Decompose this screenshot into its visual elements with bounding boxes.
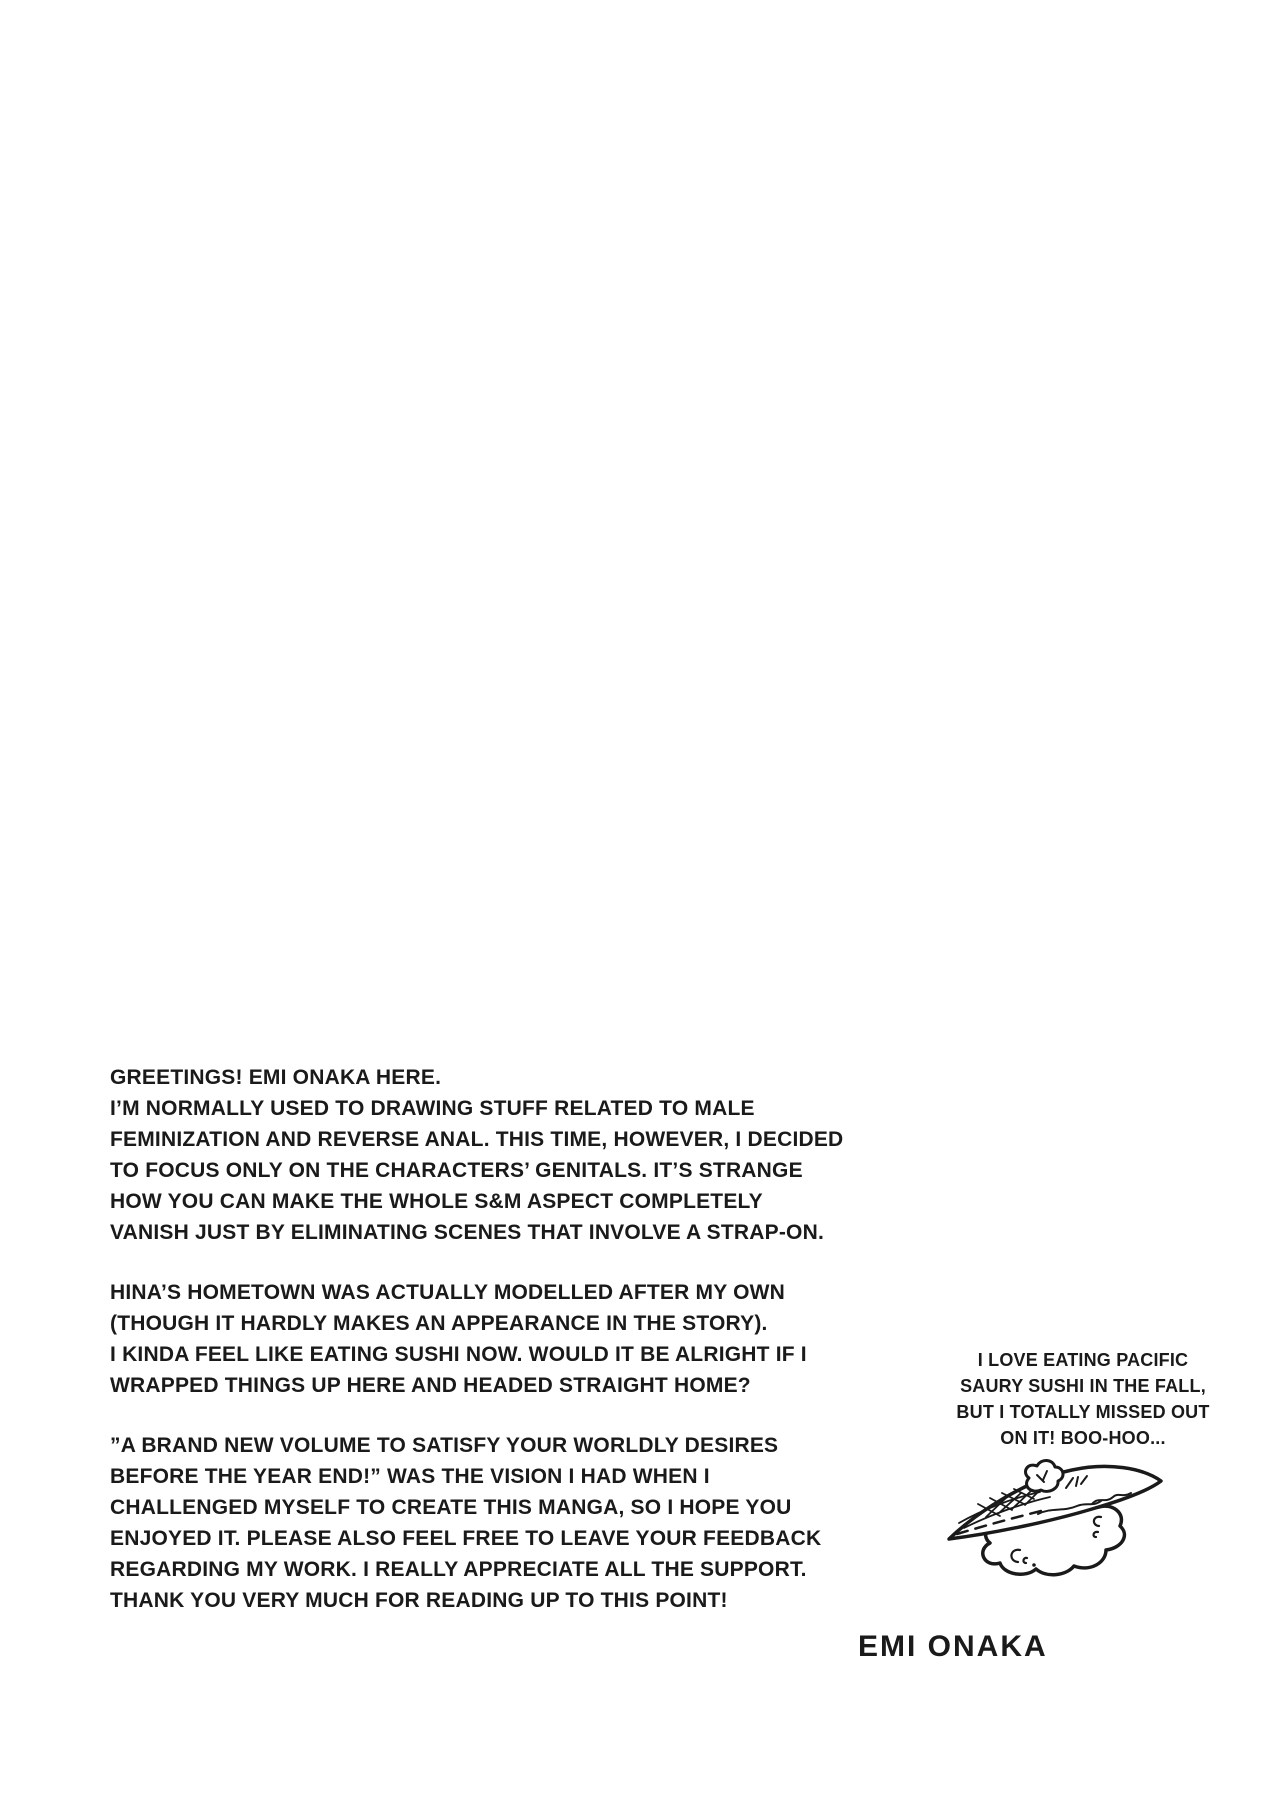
afterword-line: CHALLENGED MYSELF TO CREATE THIS MANGA, SO I HOPE YOU xyxy=(110,1496,792,1519)
afterword-line: I’M NORMALLY USED TO DRAWING STUFF RELATED TO MALE xyxy=(110,1097,755,1120)
afterword-line: HINA’S HOMETOWN WAS ACTUALLY MODELLED AFTER MY OWN xyxy=(110,1281,786,1304)
afterword-paragraph-thanks xyxy=(110,1430,900,1616)
afterword-paragraph-intro xyxy=(110,1062,900,1248)
side-note-line: ON IT! BOO-HOO... xyxy=(1000,1428,1166,1448)
afterword-line: REGARDING MY WORK. I REALLY APPRECIATE ALL THE SUPPORT. xyxy=(110,1558,807,1581)
afterword-text-block xyxy=(110,1062,900,1645)
afterword-line: WRAPPED THINGS UP HERE AND HEADED STRAIGHT HOME? xyxy=(110,1374,751,1397)
afterword-line: TO FOCUS ONLY ON THE CHARACTERS’ GENITALS. IT’S STRANGE xyxy=(110,1159,803,1182)
afterword-line: THANK YOU VERY MUCH FOR READING UP TO THIS POINT! xyxy=(110,1589,728,1612)
afterword-line: ”A BRAND NEW VOLUME TO SATISFY YOUR WORLDLY DESIRES xyxy=(110,1434,779,1457)
afterword-line: HOW YOU CAN MAKE THE WHOLE S&M ASPECT COMPLETELY xyxy=(110,1190,763,1213)
side-note-line: BUT I TOTALLY MISSED OUT xyxy=(956,1402,1210,1422)
afterword-line: GREETINGS! EMI ONAKA HERE. xyxy=(110,1066,442,1089)
afterword-line: BEFORE THE YEAR END!” WAS THE VISION I HAD WHEN I xyxy=(110,1465,710,1488)
afterword-line: I KINDA FEEL LIKE EATING SUSHI NOW. WOULD IT BE ALRIGHT IF I xyxy=(110,1343,807,1366)
afterword-line: ENJOYED IT. PLEASE ALSO FEEL FREE TO LEAVE YOUR FEEDBACK xyxy=(110,1527,822,1550)
afterword-paragraph-hometown xyxy=(110,1277,900,1401)
side-note xyxy=(940,1347,1226,1451)
saury-nigiri-sushi-icon xyxy=(942,1450,1172,1582)
side-note-line: I LOVE EATING PACIFIC xyxy=(977,1350,1189,1370)
side-note-line: SAURY SUSHI IN THE FALL, xyxy=(960,1376,1206,1396)
afterword-line: (THOUGH IT HARDLY MAKES AN APPEARANCE IN THE STORY). xyxy=(110,1312,768,1335)
author-signature: EMI ONAKA xyxy=(858,1630,1048,1663)
afterword-line: VANISH JUST BY ELIMINATING SCENES THAT INVOLVE A STRAP-ON. xyxy=(110,1221,824,1244)
afterword-line: FEMINIZATION AND REVERSE ANAL. THIS TIME, HOWEVER, I DECIDED xyxy=(110,1128,844,1151)
